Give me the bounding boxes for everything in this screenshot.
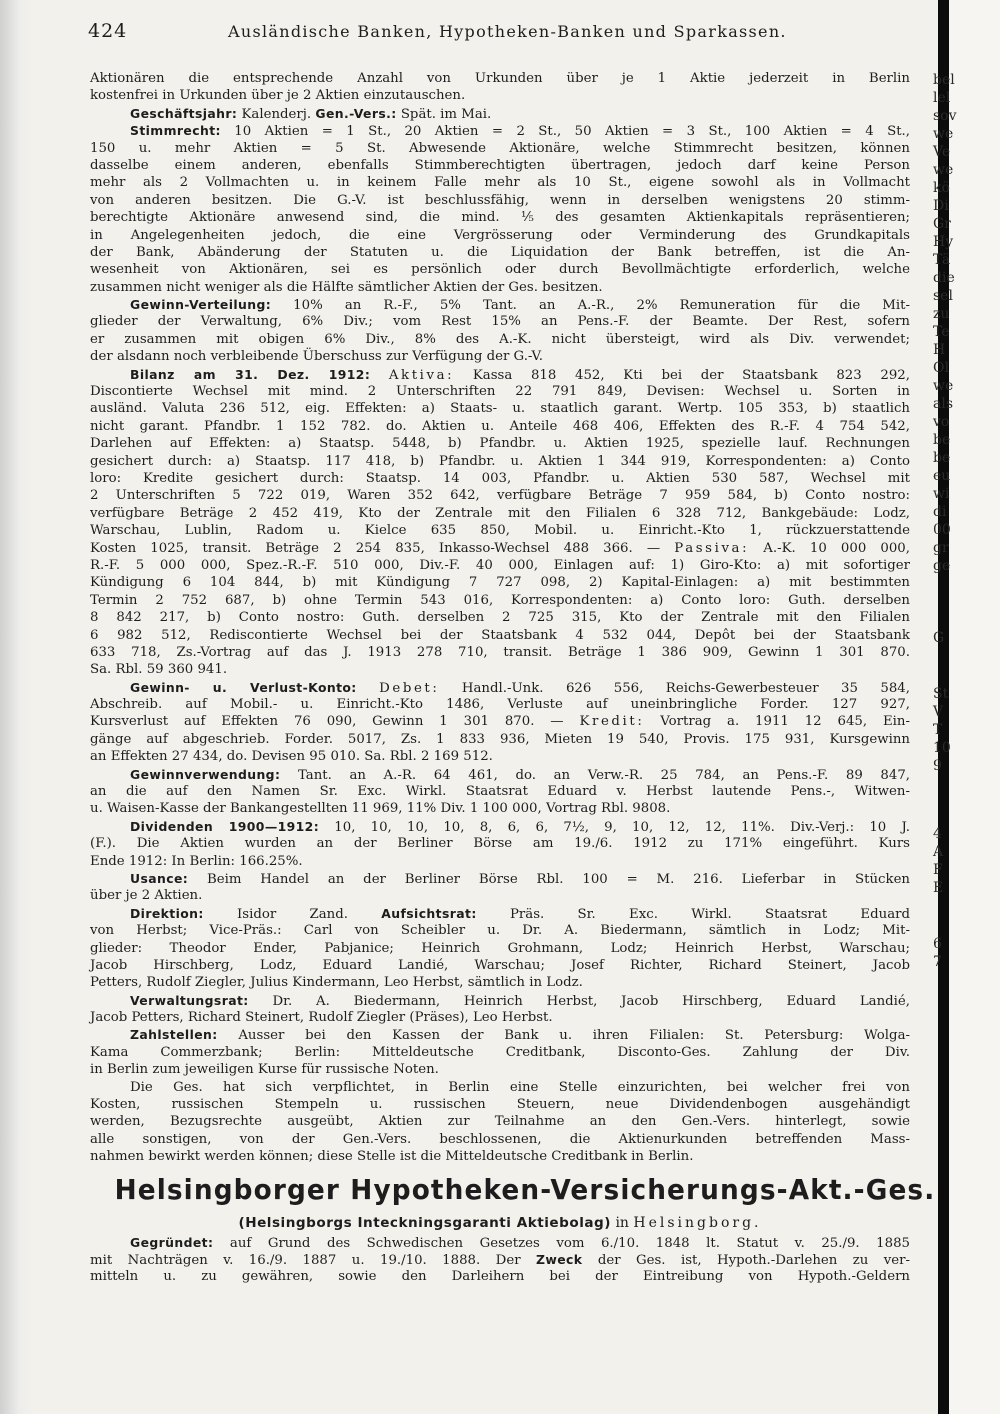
text-line: 6 982 512, Rediscontierte Wechsel bei der Staatsbank 4 532 044, Depôt bei der Staatsbank bbox=[90, 627, 910, 643]
text-line: er zusammen mit obigen 6% Div., 8% des A.-K. nicht übersteigt, wird als Div. verwendet; bbox=[90, 331, 910, 347]
facing-page-fragment: lel bbox=[933, 90, 951, 106]
facing-page-fragment: be bbox=[933, 432, 951, 448]
text-line: über je 2 Aktien. bbox=[90, 888, 203, 904]
company-title: Helsingborger Hypotheken-Versicherungs-Akt.-Ges. bbox=[114, 1172, 936, 1206]
text-line: Usance: Beim Handel an der Berliner Börse Rbl. 100 = M. 216. Lieferbar in Stücken bbox=[130, 870, 910, 887]
text-line: kostenfrei in Urkunden über je 2 Aktien einzutauschen. bbox=[90, 88, 466, 104]
text-line: mitteln u. zu gewähren, sowie den Darleihern bei der Eintreibung von Hypoth.-Geldern bbox=[90, 1269, 910, 1285]
left-gutter bbox=[0, 0, 32, 1414]
section-heading-zweck: Zweck bbox=[535, 1252, 583, 1267]
text-line: R.-F. 5 000 000, Spez.-R.-F. 510 000, Div.-F. 40 000, Einlagen auf: 1) Giro-Kto: a) mit sofortiger bbox=[90, 557, 910, 573]
facing-page-fragment: 10 bbox=[933, 740, 951, 756]
section-heading-gewinnverwendung: Gewinnverwendung: bbox=[130, 766, 281, 782]
facing-page-fragment: F bbox=[933, 862, 943, 878]
text-line: Petters, Rudolf Ziegler, Julius Kindermann, Leo Herbst, sämtlich in Lodz. bbox=[90, 975, 583, 991]
facing-page-fragment: di bbox=[933, 504, 947, 520]
text-line: in Angelegenheiten jedoch, die eine Vergrösserung oder Verminderung des Grundkapitals bbox=[90, 227, 910, 243]
facing-page-fragment: eu bbox=[933, 468, 951, 484]
facing-page-fragment: St bbox=[933, 686, 949, 702]
facing-page-fragment: 6 bbox=[933, 936, 942, 952]
facing-page-fragment: die bbox=[933, 270, 955, 286]
text-line: Kursverlust auf Effekten 76 090, Gewinn 1 301 870. — Kredit: Vortrag a. 1911 12 645, Ein- bbox=[90, 714, 910, 730]
text-line: Darlehen auf Effekten: a) Staatsp. 5448, b) Pfandbr. u. Aktien 1925, spezielle lauf. Rechnungen bbox=[90, 436, 910, 452]
text-line: Warschau, Lublin, Radom u. Kielce 635 850, Mobil. u. Einricht.-Kto 1, rückzuerstattende bbox=[90, 523, 910, 539]
facing-page-fragment: T bbox=[933, 722, 943, 738]
section-heading-gewinn-verteilung: Gewinn-Verteilung: bbox=[130, 297, 272, 313]
text-line: Die Ges. hat sich verpflichtet, in Berlin eine Stelle einzurichten, bei welcher frei von bbox=[130, 1079, 910, 1095]
text-line: 633 718, Zs.-Vortrag auf das J. 1913 278 710, transit. Beträge 1 386 909, Gewinn 1 301 870. bbox=[90, 644, 910, 660]
section-heading-dividenden: Dividenden 1900—1912: bbox=[130, 818, 320, 834]
section-heading-gegruendet: Gegründet: bbox=[130, 1234, 214, 1250]
text-line: alle sonstigen, von der Gen.-Vers. beschlossenen, die Aktienurkunden betreffenden Mass- bbox=[90, 1131, 910, 1147]
text-line: Sa. Rbl. 59 360 941. bbox=[90, 662, 228, 678]
text-line: Verwaltungsrat: Dr. A. Biedermann, Heinrich Herbst, Jacob Hirschberg, Eduard Landié, bbox=[130, 992, 910, 1009]
page-body bbox=[90, 70, 936, 1286]
text-line: Aktionären die entsprechende Anzahl von Urkunden über je 1 Aktie jederzeit in Berlin bbox=[90, 71, 910, 86]
text-line: an Effekten 27 434, do. Devisen 95 010. Sa. Rbl. 2 169 512. bbox=[90, 749, 493, 765]
facing-page-fragment: we bbox=[933, 378, 954, 394]
facing-page-edge bbox=[933, 0, 1000, 1414]
text-line: Gewinn- u. Verlust-Konto: Debet: Handl.-Unk. 626 556, Reichs-Gewerbesteuer 35 584, bbox=[130, 679, 910, 696]
facing-page-fragment: A bbox=[933, 844, 944, 860]
section-heading-zahlstellen: Zahlstellen: bbox=[130, 1027, 218, 1043]
section-heading-stimmrecht: Stimmrecht: bbox=[130, 123, 221, 139]
facing-page-fragment: E bbox=[933, 880, 944, 896]
text-line: werden, Bezugsrechte ausgeübt, Aktien zur Teilnahme an den Gen.-Vers. hinterlegt, sowie bbox=[90, 1114, 910, 1130]
text-line: Bilanz am 31. Dez. 1912: Aktiva: Kassa 818 452, Kti bei der Staatsbank 823 292, bbox=[130, 366, 910, 383]
facing-page-fragment: sov bbox=[933, 108, 957, 124]
section-heading-gewinn-verlust: Gewinn- u. Verlust-Konto: bbox=[130, 679, 357, 695]
company-subtitle: (Helsingborgs Inteckningsgaranti Aktiebolag) in Helsingborg. bbox=[238, 1214, 762, 1231]
text-line: Ende 1912: In Berlin: 166.25%. bbox=[90, 853, 303, 869]
text-line: zusammen nicht weniger als die Hälfte sämtlicher Aktien der Ges. besitzen. bbox=[90, 279, 603, 295]
text-line: 150 u. mehr Aktien = 5 St. Abwesende Aktionäre, welche Stimmrecht besitzen, können bbox=[90, 140, 910, 156]
text-line: loro: Kredite gesichert durch: Staatsp. 14 003, Pfandbr. u. Aktien 530 587, Wechsel mit bbox=[90, 470, 910, 486]
facing-page-fragment: be bbox=[933, 450, 951, 466]
facing-page-fragment: Hy bbox=[933, 234, 954, 250]
text-line: Gewinnverwendung: Tant. an A.-R. 64 461, do. an Verw.-R. 25 784, an Pens.-F. 89 847, bbox=[130, 766, 911, 783]
section-heading-verwaltungsrat: Verwaltungsrat: bbox=[130, 992, 249, 1008]
facing-page-fragment: Tä bbox=[933, 252, 951, 268]
text-line: dasselbe einem anderen, ebenfalls Stimmberechtigten übertragen, jedoch darf keine Person bbox=[90, 157, 910, 173]
page-header bbox=[88, 20, 928, 44]
facing-page-fragment: kö bbox=[933, 180, 950, 196]
facing-page-fragment: Di bbox=[933, 198, 949, 214]
section-heading-usance: Usance: bbox=[130, 870, 189, 886]
text-line: glieder: Theodor Ender, Pabjanice; Heinrich Grohmann, Lodz; Heinrich Herbst, Warschau; bbox=[90, 940, 910, 956]
text-line: Kündigung 6 104 844, b) mit Kündigung 7 727 098, 2) Kapital-Einlagen: a) mit bestimmten bbox=[90, 575, 910, 591]
text-line: Kosten, russischen Stempeln u. russischen Steuern, neue Dividendenbogen ausgehändigt bbox=[90, 1097, 910, 1113]
text-line: wesenheit von Aktionären, sei es persönlich oder durch Bevollmächtigte erforderlich, welche bbox=[90, 262, 910, 278]
text-line: 8 842 217, b) Conto nostro: Guth. derselben 2 725 315, Kto der Zentrale mit den Filialen bbox=[90, 610, 910, 626]
text-line: Abschreib. auf Mobil.- u. Einricht.-Kto 1486, Verluste auf uneinbringliche Forder. 127 927, bbox=[90, 697, 910, 713]
text-line: berechtigte Aktionäre anwesend sind, die mind. ⅕ des gesamten Aktienkapitals repräsentieren; bbox=[90, 210, 910, 226]
facing-page-fragment: bel bbox=[933, 72, 955, 88]
facing-page-fragment: 00 bbox=[933, 522, 951, 538]
running-title: Ausländische Banken, Hypotheken-Banken und Sparkassen. bbox=[228, 22, 787, 41]
facing-page-fragment: Ve bbox=[933, 144, 951, 160]
text-line: Direktion: Isidor Zand. Aufsichtsrat: Präs. Sr. Exc. Wirkl. Staatsrat Eduard bbox=[130, 905, 910, 922]
facing-page-fragment: H bbox=[933, 342, 946, 358]
facing-page-fragment: wi bbox=[933, 486, 950, 502]
facing-page-fragment: we bbox=[933, 126, 954, 142]
text-line: Discontierte Wechsel mit mind. 2 Unterschriften 22 791 849, Devisen: Wechsel u. Sorten in bbox=[90, 384, 910, 400]
text-line: (F.). Die Aktien wurden an der Berliner Börse am 19./6. 1912 zu 171% eingeführt. Kurs bbox=[90, 836, 910, 852]
text-line: Geschäftsjahr: Kalenderj. Gen.-Vers.: Spät. im Mai. bbox=[130, 105, 492, 122]
text-line: der Bank, Abänderung der Statuten u. die Liquidation der Bank betreffen, ist die An- bbox=[90, 244, 910, 260]
section-heading-direktion: Direktion: bbox=[130, 905, 204, 921]
text-line: in Berlin zum jeweiligen Kurse für russische Noten. bbox=[90, 1062, 439, 1078]
text-line: mit Nachträgen v. 16./9. 1887 u. 19./10. 1888. Der Zweck der Ges. ist, Hypoth.-Darlehen zu ver- bbox=[90, 1252, 910, 1268]
text-line: glieder der Verwaltung, 6% Div.; vom Rest 15% an Pens.-F. der Beamte. Der Rest, sofern bbox=[90, 314, 910, 330]
text-line: 2 Unterschriften 5 722 019, Waren 352 642, verfügbare Beträge 7 959 584, b) Conto nostro: bbox=[90, 488, 910, 504]
facing-page-fragment: Gr bbox=[933, 216, 951, 232]
section-heading-bilanz: Bilanz am 31. Dez. 1912: bbox=[130, 366, 371, 382]
text-line: Kosten 1025, transit. Beträge 2 254 835, Inkasso-Wechsel 488 366. — Passiva: A.-K. 10 000 000, bbox=[90, 540, 910, 556]
text-line: Kama Commerzbank; Berlin: Mitteldeutsche Creditbank, Disconto-Ges. Zahlung der Div. bbox=[90, 1044, 910, 1060]
facing-page-fragment: zu bbox=[933, 306, 950, 322]
text-line: u. Waisen-Kasse der Bankangestellten 11 969, 11% Div. 1 100 000, Vortrag Rbl. 9808. bbox=[90, 801, 671, 817]
text-line: nahmen bewirkt werden können; diese Stelle ist die Mitteldeutsche Creditbank in Berlin. bbox=[90, 1149, 694, 1165]
section-heading-aufsichtsrat: Aufsichtsrat: bbox=[381, 905, 477, 921]
facing-page-fragment: gr bbox=[933, 540, 949, 556]
text-line: Zahlstellen: Ausser bei den Kassen der Bank u. ihren Filialen: St. Petersburg: Wolga- bbox=[130, 1027, 910, 1044]
facing-page-fragment: sel bbox=[933, 288, 953, 304]
facing-page-fragment: vo bbox=[933, 414, 950, 430]
text-line: nicht garant. Pfandbr. 1 152 782. do. Aktien u. Anteile 468 406, Effekten des R.-F. 4 754 542, bbox=[90, 418, 910, 434]
facing-page-fragment: als bbox=[933, 396, 954, 412]
text-line: Jacob Petters, Richard Steinert, Rudolf Ziegler (Präses), Leo Herbst. bbox=[90, 1010, 553, 1026]
text-line: Gewinn-Verteilung: 10% an R.-F., 5% Tant. an A.-R., 2% Remuneration für die Mit- bbox=[130, 297, 910, 314]
text-line: gesichert durch: a) Staatsp. 117 418, b) Pfandbr. u. Aktien 1 344 919, Korrespondenten: a) Conto bbox=[90, 453, 910, 469]
text-line: von Herbst; Vice-Präs.: Carl von Scheibler u. Dr. A. Biedermann, sämtlich in Lodz; Mit- bbox=[90, 923, 910, 939]
facing-page-fragment: we bbox=[933, 162, 954, 178]
facing-page-fragment: 9 bbox=[933, 758, 942, 774]
section-heading-gen-vers: Gen.-Vers.: bbox=[315, 105, 397, 121]
facing-page-fragment: ge bbox=[933, 558, 951, 574]
text-line: gänge auf abgeschrieb. Forder. 5017, Zs. 1 833 936, Mieten 19 540, Provis. 175 931, Kursgewinn bbox=[90, 731, 910, 747]
text-line: an die auf den Namen Sr. Exc. Wirkl. Staatsrat Eduard v. Herbst lautende Pens.-, Witwen- bbox=[90, 784, 910, 800]
text-line: verfügbare Beträge 2 452 419, Kto der Zentrale mit den Filialen 6 328 712, Bankgebäude: Lodz, bbox=[90, 505, 910, 521]
text-line: mehr als 2 Vollmachten u. in keinem Falle mehr als 10 St., eigene sowohl als in Vollmacht bbox=[90, 175, 910, 191]
facing-page-fragment: G bbox=[933, 630, 945, 646]
facing-page-fragment: 4 bbox=[933, 826, 942, 842]
text-line: der alsdann noch verbleibende Überschuss zur Verfügung der G.-V. bbox=[90, 349, 543, 365]
section-heading-geschaeftsjahr: Geschäftsjahr: bbox=[130, 105, 238, 121]
text-line: Stimmrecht: 10 Aktien = 1 St., 20 Aktien = 2 St., 50 Aktien = 3 St., 100 Aktien = 4 St., bbox=[130, 123, 911, 140]
text-line: Jacob Hirschberg, Lodz, Eduard Landié, Warschau; Josef Richter, Richard Steinert, Jacob bbox=[90, 957, 910, 973]
page-number: 424 bbox=[88, 20, 128, 42]
text-line: Termin 2 752 687, b) ohne Termin 543 016, Korrespondenten: a) Conto loro: Guth. derselben bbox=[90, 592, 910, 608]
facing-page-fragment: 7 bbox=[933, 954, 942, 970]
text-line: ausländ. Valuta 236 512, eig. Effekten: a) Staats- u. staatlich garant. Wertp. 105 353, b) staatlich bbox=[90, 401, 910, 417]
facing-page-fragment: Ol bbox=[933, 360, 949, 376]
facing-page-fragment: V bbox=[933, 704, 944, 720]
text-line: Dividenden 1900—1912: 10, 10, 10, 10, 8, 6, 6, 7½, 9, 10, 12, 12, 11%. Div.-Verj.: 10 J. bbox=[130, 818, 910, 835]
text-line: von anderen besitzen. Die G.-V. ist beschlussfähig, wenn in derselben wenigstens 20 stimm- bbox=[90, 192, 910, 208]
facing-page-fragment: Te bbox=[933, 324, 950, 340]
text-line: Gegründet: auf Grund des Schwedischen Gesetzes vom 6./10. 1848 lt. Statut v. 25./9. 1885 bbox=[130, 1234, 910, 1251]
